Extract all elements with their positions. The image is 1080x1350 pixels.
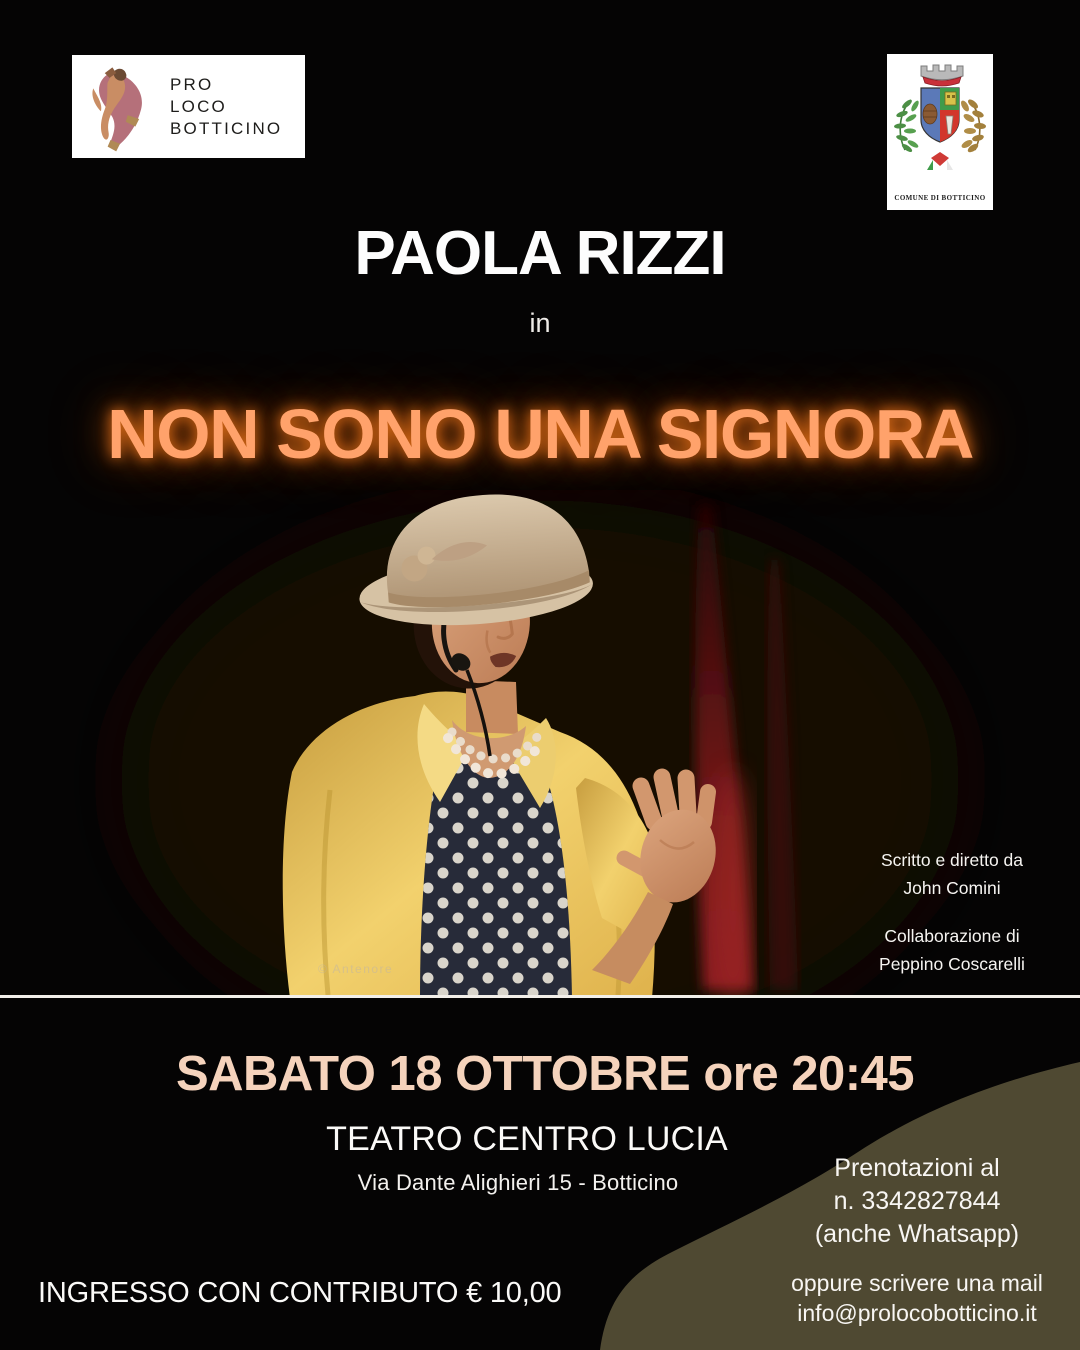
comune-crest-icon [887, 54, 993, 192]
comune-logo [887, 54, 993, 210]
event-address: Via Dante Alighieri 15 - Botticino [357, 1170, 679, 1195]
booking-mail-label: oppure scrivere una mail [791, 1270, 1043, 1296]
separator-line [0, 995, 1080, 998]
pro-loco-logo [72, 55, 305, 158]
comune-logo-caption: COMUNE DI BOTTICINO [894, 194, 986, 202]
pro-loco-line: LOCO [170, 96, 227, 116]
credits-spacer [836, 902, 1068, 922]
performer-name: PAOLA RIZZI [354, 219, 726, 288]
event-datetime: SABATO 18 OTTOBRE ore 20:45 [175, 1047, 915, 1101]
photo-watermark: © Antenore [318, 962, 394, 976]
pro-loco-line: BOTTICINO [170, 118, 283, 138]
pro-loco-figure-icon [78, 61, 164, 153]
credits-block [836, 846, 1068, 978]
event-venue: TEATRO CENTRO LUCIA [326, 1120, 728, 1158]
in-connector-label: in [529, 308, 551, 338]
credit-collab-name: Peppino Coscarelli [879, 954, 1025, 974]
show-title: NON SONO UNA SIGNORA [107, 395, 973, 473]
credit-written-label: Scritto e diretto da [880, 850, 1024, 870]
credit-written-name: John Comini [903, 878, 1001, 898]
booking-label: Prenotazioni al [834, 1154, 1000, 1182]
pro-loco-line: PRO [170, 74, 214, 94]
booking-block [762, 1152, 1072, 1328]
booking-whatsapp-note: (anche Whatsapp) [814, 1220, 1020, 1248]
admission-price: INGRESSO CON CONTRIBUTO € 10,00 [38, 1277, 562, 1309]
booking-phone: n. 3342827844 [833, 1187, 1001, 1215]
pro-loco-logo-text [170, 74, 282, 140]
credit-collab-label: Collaborazione di [884, 926, 1020, 946]
booking-email: info@prolocobotticino.it [797, 1300, 1037, 1326]
